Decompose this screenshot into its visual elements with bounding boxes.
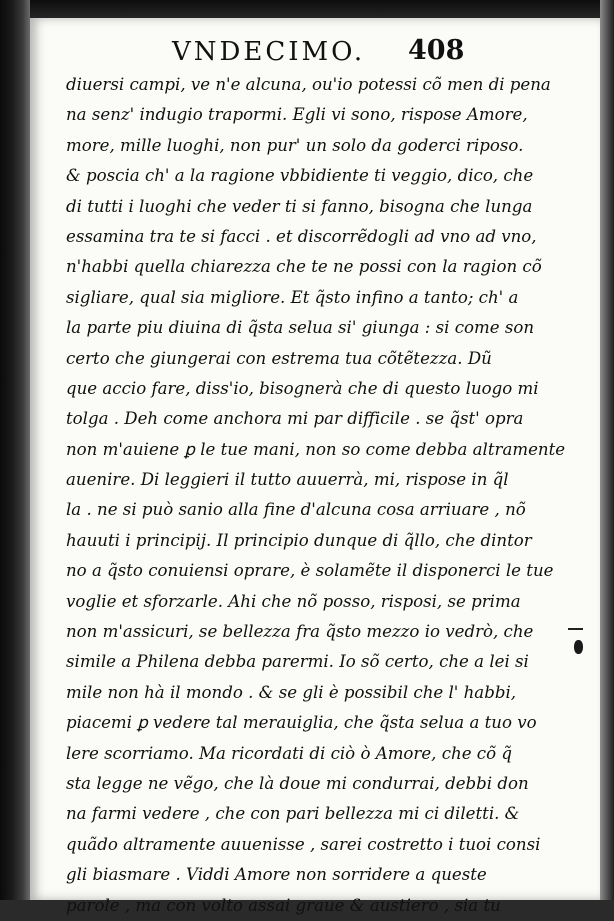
text-line: que accio fare, diss'io, bisognerà che di questo luogo mi [66,378,539,398]
text-line: non m'assicuri, se bellezza fra q̃sto mezzo io vedrò, che [66,622,534,642]
text-line: la parte piu diuina di q̃sta selua si' giunga : si come son [66,318,535,338]
text-line: essamina tra te si facci . et discorrẽdogli ad vno ad vno, [66,226,537,246]
text-line: gli biasmare . Viddi Amore non sorridere a queste [66,865,487,885]
text-line: auenire. Di leggieri il tutto auuerrà, mi, rispose in q̃l [66,470,509,490]
text-line: non m'auiene ꝑ le tue mani, non so come debba altramente [66,439,566,459]
book-page [30,18,600,915]
text-line: quãdo altramente auuenisse , sarei costretto i tuoi consi [66,834,541,854]
text-line: na farmi vedere , che con pari bellezza mi ci diletti. & [66,804,520,824]
page-number: 408 [408,35,465,66]
text-line: more, mille luoghi, non pur' un solo da goderci riposo. [66,135,524,155]
running-head: VNDECIMO. [172,37,366,67]
text-line: sigliare, qual sia migliore. Et q̃sto infino a tanto; ch' a [66,287,519,307]
text-line: di tutti i luoghi che veder ti si fanno, bisogna che lunga [66,196,533,216]
text-line: la . ne si può sanio alla fine d'alcuna cosa arriuare , nõ [66,500,526,520]
text-line: mile non hà il mondo . & se gli è possibil che l' habbi, [66,682,517,702]
text-line: na senz' indugio trapormi. Egli vi sono, rispose Amore, [66,105,528,125]
text-line: diuersi campi, ve n'e alcuna, ou'io potessi cõ men di pena [66,75,551,94]
text-line: & poscia ch' a la ragione vbbidiente ti veggio, dico, che [66,166,534,186]
text-line: n'habbi quella chiarezza che te ne possi con la ragion cõ [66,257,542,277]
text-line: hauuti i principij. Il principio dunque di q̃llo, che dintor [66,530,532,550]
ink-mark [574,640,583,654]
text-line: certo che giungerai con estrema tua cõtẽtezza. Dũ [66,348,492,368]
text-line: parole , ma con volto assai graue & austiero , sia tu [66,895,501,915]
text-line: voglie et sforzarle. Ahi che nõ posso, risposi, se prima [66,591,521,611]
text-line: sta legge ne vẽgo, che là doue mi condurrai, debbi don [66,773,529,793]
text-line: no a q̃sto conuiensi oprare, è solamẽte il disponerci le tue [66,561,554,581]
ink-mark [568,628,583,630]
text-line: piacemi ꝑ vedere tal merauiglia, che q̃sta selua a tuo vo [66,713,537,733]
text-line: simile a Philena debba parermi. Io sõ certo, che a lei si [66,652,529,672]
text-line: lere scorriamo. Ma ricordati di ciò ò Amore, che cõ q̃ [66,743,512,763]
body-text [66,70,566,921]
book-gutter [0,0,30,900]
scan-right-edge [600,0,614,900]
text-line: tolga . Deh come anchora mi par difficile . se q̃st' opra [66,409,524,429]
